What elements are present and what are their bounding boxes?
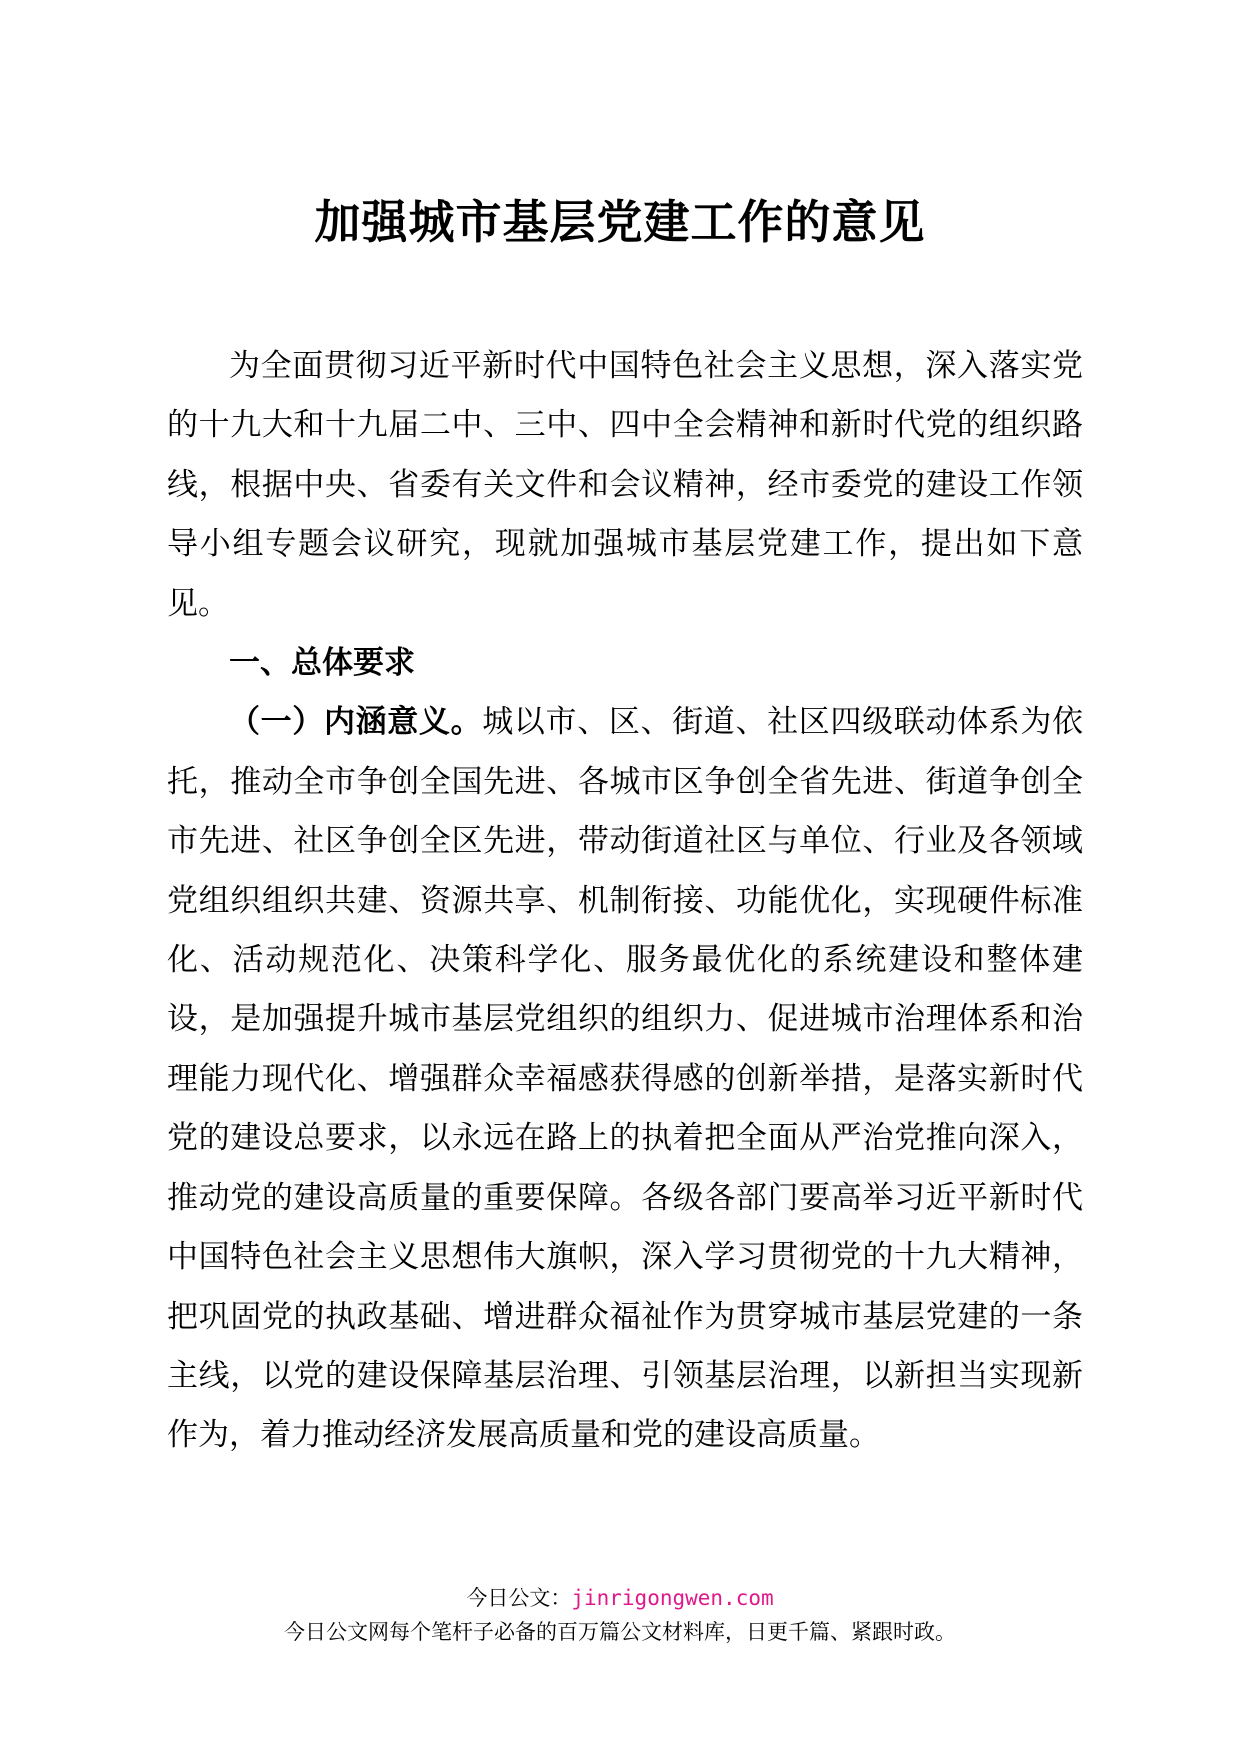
footer-source	[0, 1583, 1240, 1613]
subsection-text-meaning: 城以市、区、街道、社区四级联动体系为依托，推动全市争创全国先进、各城市区争创全省先进、街道争创全市先进、社区争创全区先进，带动街道社区与单位、行业及各领域党组织组织共建、资源共享、机制衔接、功能优化，实现硬件标准化、活动规范化、决策科学化、服务最优化的系统建设和整体建设，是加强提升城市基层党组织的组织力、促进城市治理体系和治理能力现代化、增强群众幸福感获得感的创新举措，是落实新时代党的建设总要求，以永远在路上的执着把全面从严治党推向深入，推动党的建设高质量的重要保障。各级各部门要高举习近平新时代中国特色社会主义思想伟大旗帜，深入学习贯彻党的十九大精神，把巩固党的执政基础、增进群众福祉作为贯穿城市基层党建的一条主线，以党的建设保障基层治理、引领基层治理，以新担当实现新作为，着力推动经济发展高质量和党的建设高质量。	[167, 704, 1084, 1454]
document-title: 加强城市基层党建工作的意见	[314, 195, 926, 249]
footer-label: 今日公文：	[466, 1586, 572, 1610]
footer-url-link[interactable]: jinrigongwen.com	[571, 1586, 774, 1610]
subsection-heading-meaning: （一）内涵意义。	[229, 704, 483, 741]
footer-tagline: 今日公文网每个笔杆子必备的百万篇公文材料库，日更千篇、紧跟时政。	[284, 1620, 956, 1644]
subsection-paragraph-meaning	[167, 693, 1083, 1465]
intro-paragraph: 为全面贯彻习近平新时代中国特色社会主义思想，深入落实党的十九大和十九届二中、三中、四中全会精神和新时代党的组织路线，根据中央、省委有关文件和会议精神，经市委党的建设工作领导小组专题会议研究，现就加强城市基层党建工作，提出如下意见。	[167, 348, 1083, 622]
document-body	[167, 337, 1083, 1466]
section-heading-general-requirements: 一、总体要求	[229, 645, 415, 682]
